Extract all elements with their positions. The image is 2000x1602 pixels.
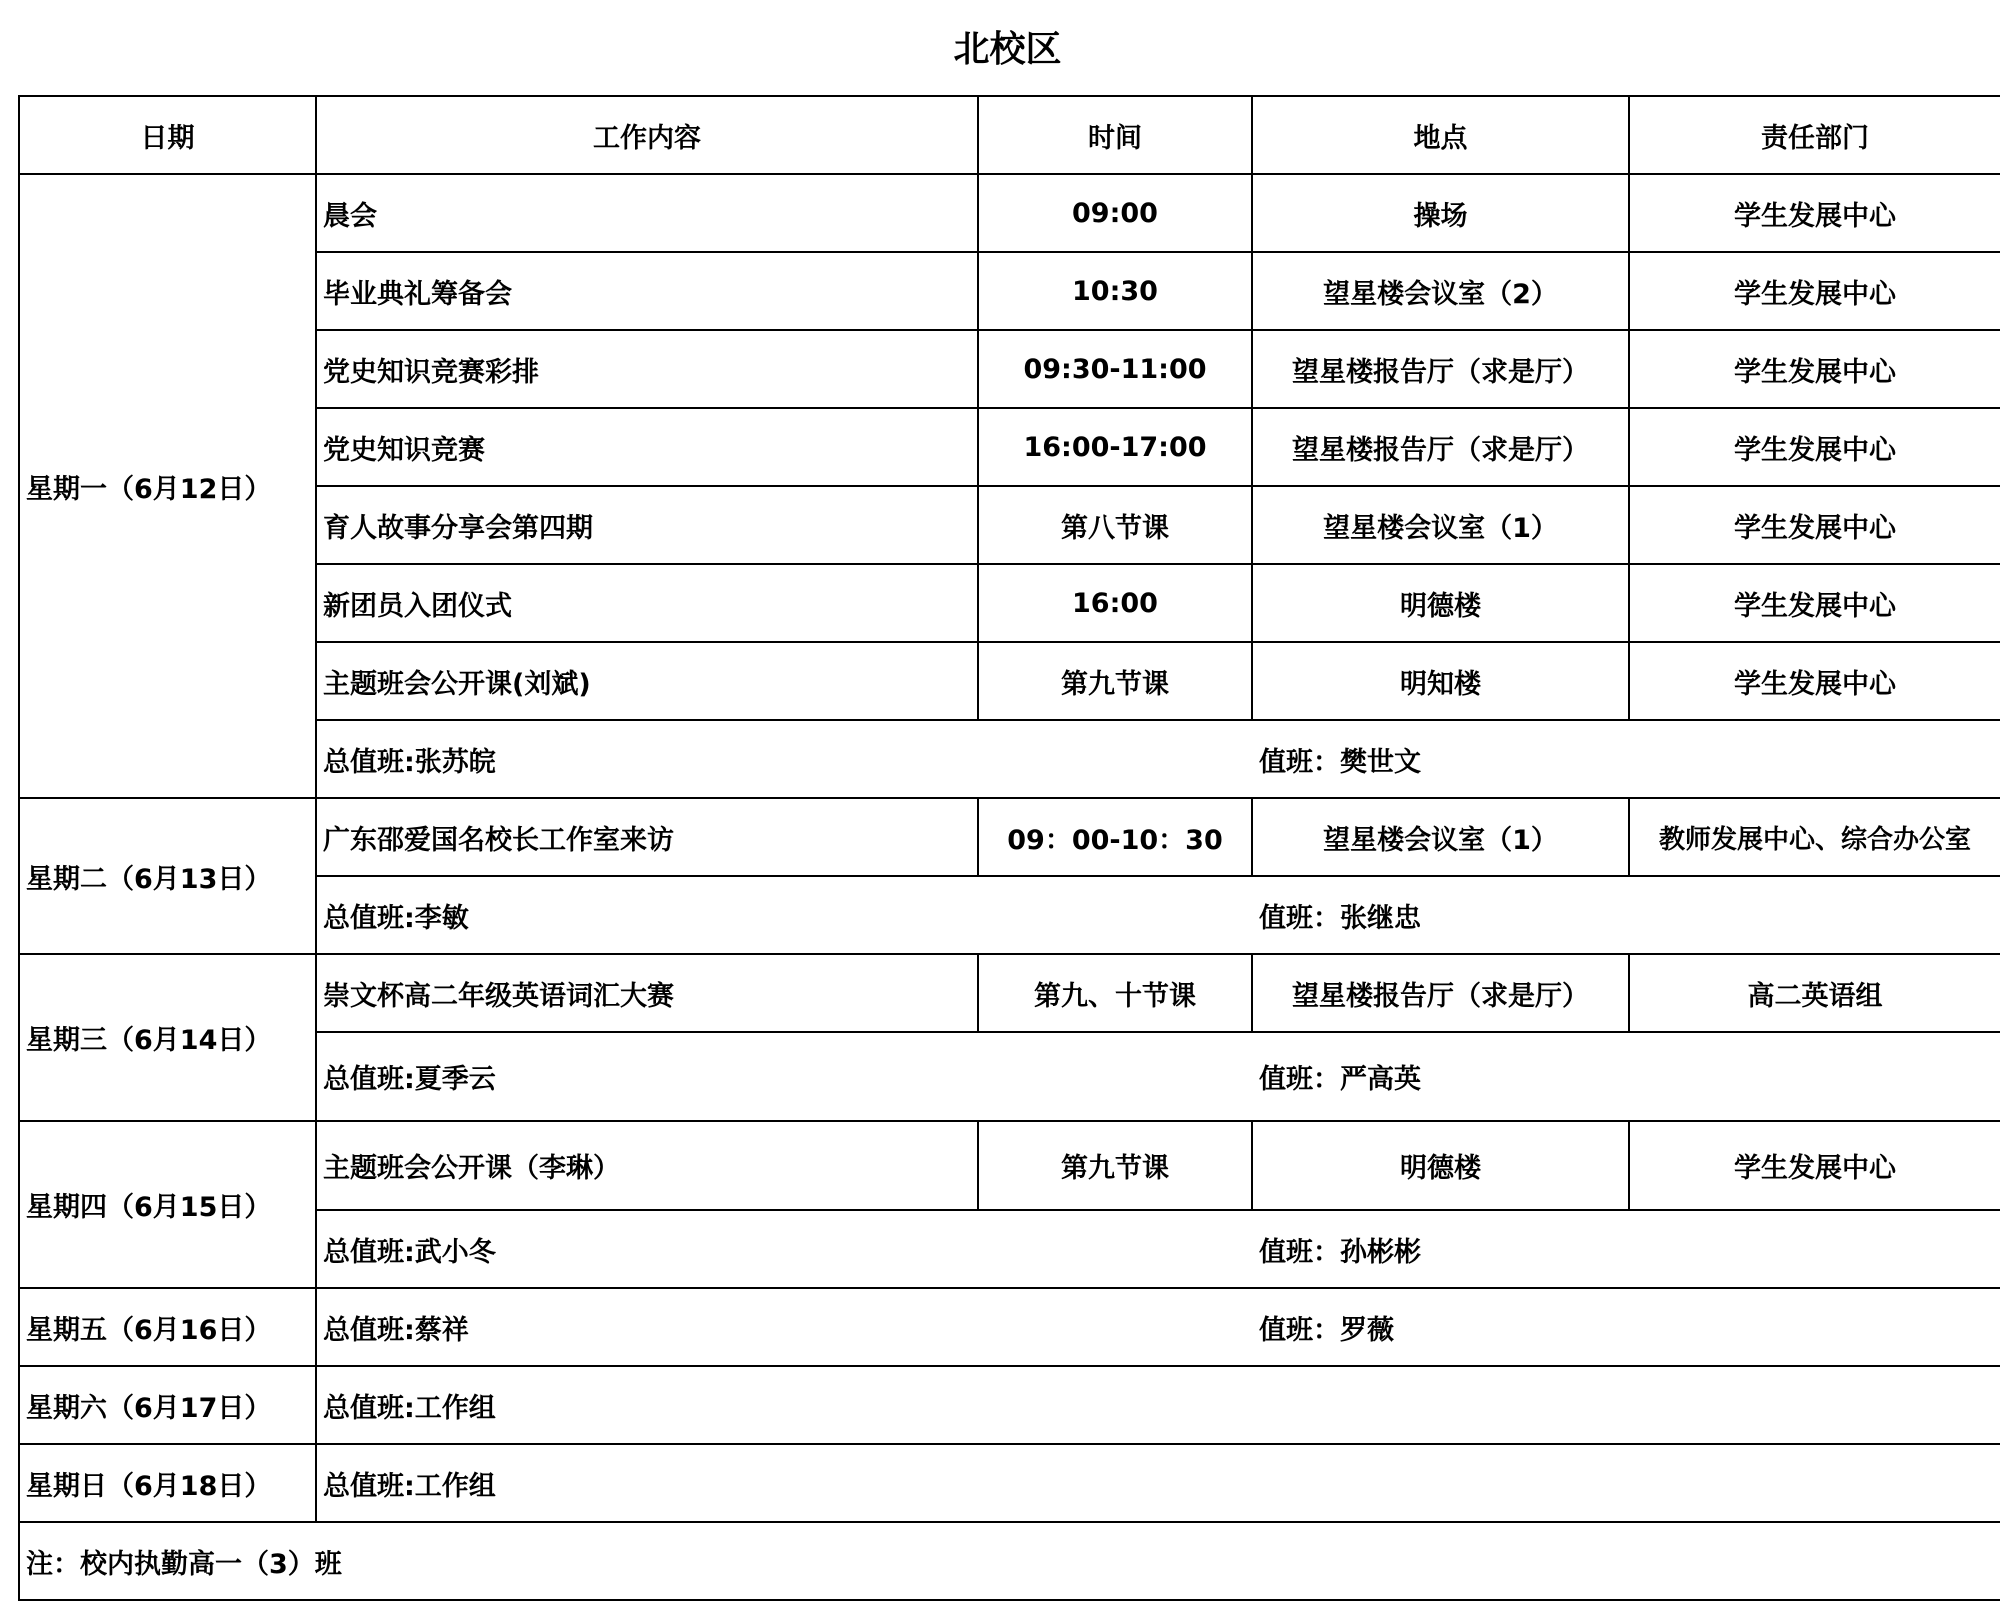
header-dept: 责任部门 — [1629, 96, 2000, 174]
event-dept: 学生发展中心 — [1629, 564, 2000, 642]
event-dept: 学生发展中心 — [1629, 408, 2000, 486]
duty-total: 总值班:工作组 — [316, 1444, 2000, 1522]
event-time: 10:30 — [978, 252, 1252, 330]
event-dept: 学生发展中心 — [1629, 330, 2000, 408]
event-content: 党史知识竞赛彩排 — [316, 330, 978, 408]
table-row — [19, 408, 2000, 486]
day-label: 星期五（6月16日） — [19, 1288, 316, 1366]
event-time: 第九、十节课 — [978, 954, 1252, 1032]
event-content: 育人故事分享会第四期 — [316, 486, 978, 564]
duty-row — [19, 720, 2000, 798]
day-label: 星期六（6月17日） — [19, 1366, 316, 1444]
duty-row — [19, 1444, 2000, 1522]
event-content: 新团员入团仪式 — [316, 564, 978, 642]
event-place: 明知楼 — [1252, 642, 1629, 720]
duty-cell — [316, 1032, 2000, 1121]
header-time: 时间 — [978, 96, 1252, 174]
header-row — [19, 96, 2000, 174]
event-content: 主题班会公开课（李琳） — [316, 1121, 978, 1210]
event-time: 09：00-10：30 — [978, 798, 1252, 876]
table-row — [19, 1121, 2000, 1210]
event-place: 操场 — [1252, 174, 1629, 252]
event-place: 明德楼 — [1252, 564, 1629, 642]
event-dept: 高二英语组 — [1629, 954, 2000, 1032]
duty-cell — [316, 876, 2000, 954]
event-time: 第八节课 — [978, 486, 1252, 564]
event-place: 望星楼会议室（2） — [1252, 252, 1629, 330]
event-place: 明德楼 — [1252, 1121, 1629, 1210]
duty-total: 总值班:夏季云 — [323, 1064, 496, 1095]
event-dept: 学生发展中心 — [1629, 1121, 2000, 1210]
duty-row — [19, 1210, 2000, 1288]
event-place: 望星楼报告厅（求是厅） — [1252, 408, 1629, 486]
event-time: 16:00 — [978, 564, 1252, 642]
duty-staff: 值班：张继忠 — [1259, 902, 1421, 934]
duty-row — [19, 1288, 2000, 1366]
duty-row — [19, 1032, 2000, 1121]
event-time: 09:00 — [978, 174, 1252, 252]
duty-cell — [316, 720, 2000, 798]
event-dept: 学生发展中心 — [1629, 642, 2000, 720]
table-row — [19, 642, 2000, 720]
event-content: 主题班会公开课(刘斌) — [316, 642, 978, 720]
day-label: 星期四（6月15日） — [19, 1121, 316, 1288]
duty-total: 总值班:武小冬 — [323, 1236, 496, 1268]
event-content: 晨会 — [316, 174, 978, 252]
day-label: 星期日（6月18日） — [19, 1444, 316, 1522]
event-dept: 学生发展中心 — [1629, 486, 2000, 564]
duty-staff: 值班：罗薇 — [1259, 1314, 1394, 1346]
event-content: 毕业典礼筹备会 — [316, 252, 978, 330]
duty-total: 总值班:蔡祥 — [323, 1314, 469, 1346]
event-time: 09:30-11:00 — [978, 330, 1252, 408]
table-row — [19, 174, 2000, 252]
event-place: 望星楼报告厅（求是厅） — [1252, 330, 1629, 408]
day-label: 星期二（6月13日） — [19, 798, 316, 954]
event-place: 望星楼会议室（1） — [1252, 486, 1629, 564]
event-time: 第九节课 — [978, 642, 1252, 720]
event-content: 崇文杯高二年级英语词汇大赛 — [316, 954, 978, 1032]
duty-total: 总值班:工作组 — [316, 1366, 2000, 1444]
duty-staff: 值班：孙彬彬 — [1259, 1236, 1421, 1268]
duty-staff: 值班：樊世文 — [1259, 746, 1421, 778]
event-content: 广东邵爱国名校长工作室来访 — [316, 798, 978, 876]
duty-total: 总值班:张苏皖 — [323, 746, 496, 778]
table-row — [19, 564, 2000, 642]
event-dept: 学生发展中心 — [1629, 252, 2000, 330]
table-row — [19, 252, 2000, 330]
duty-cell — [316, 1210, 2000, 1288]
event-dept: 教师发展中心、综合办公室 — [1629, 798, 2000, 876]
table-row — [19, 798, 2000, 876]
note-row — [19, 1522, 2000, 1600]
schedule-table — [18, 95, 2000, 1601]
page-title: 北校区 — [953, 29, 1062, 70]
duty-row — [19, 1366, 2000, 1444]
event-content: 党史知识竞赛 — [316, 408, 978, 486]
duty-staff: 值班：严高英 — [1259, 1064, 1421, 1095]
day-label: 星期三（6月14日） — [19, 954, 316, 1121]
note-text: 注：校内执勤高一（3）班 — [19, 1522, 2000, 1600]
duty-cell — [316, 1288, 2000, 1366]
event-place: 望星楼会议室（1） — [1252, 798, 1629, 876]
duty-row — [19, 876, 2000, 954]
event-place: 望星楼报告厅（求是厅） — [1252, 954, 1629, 1032]
event-time: 16:00-17:00 — [978, 408, 1252, 486]
event-time: 第九节课 — [978, 1121, 1252, 1210]
table-row — [19, 486, 2000, 564]
day-label: 星期一（6月12日） — [19, 174, 316, 798]
event-dept: 学生发展中心 — [1629, 174, 2000, 252]
table-row — [19, 330, 2000, 408]
header-date: 日期 — [19, 96, 316, 174]
header-content: 工作内容 — [316, 96, 978, 174]
table-row — [19, 954, 2000, 1032]
header-place: 地点 — [1252, 96, 1629, 174]
duty-total: 总值班:李敏 — [323, 902, 469, 934]
